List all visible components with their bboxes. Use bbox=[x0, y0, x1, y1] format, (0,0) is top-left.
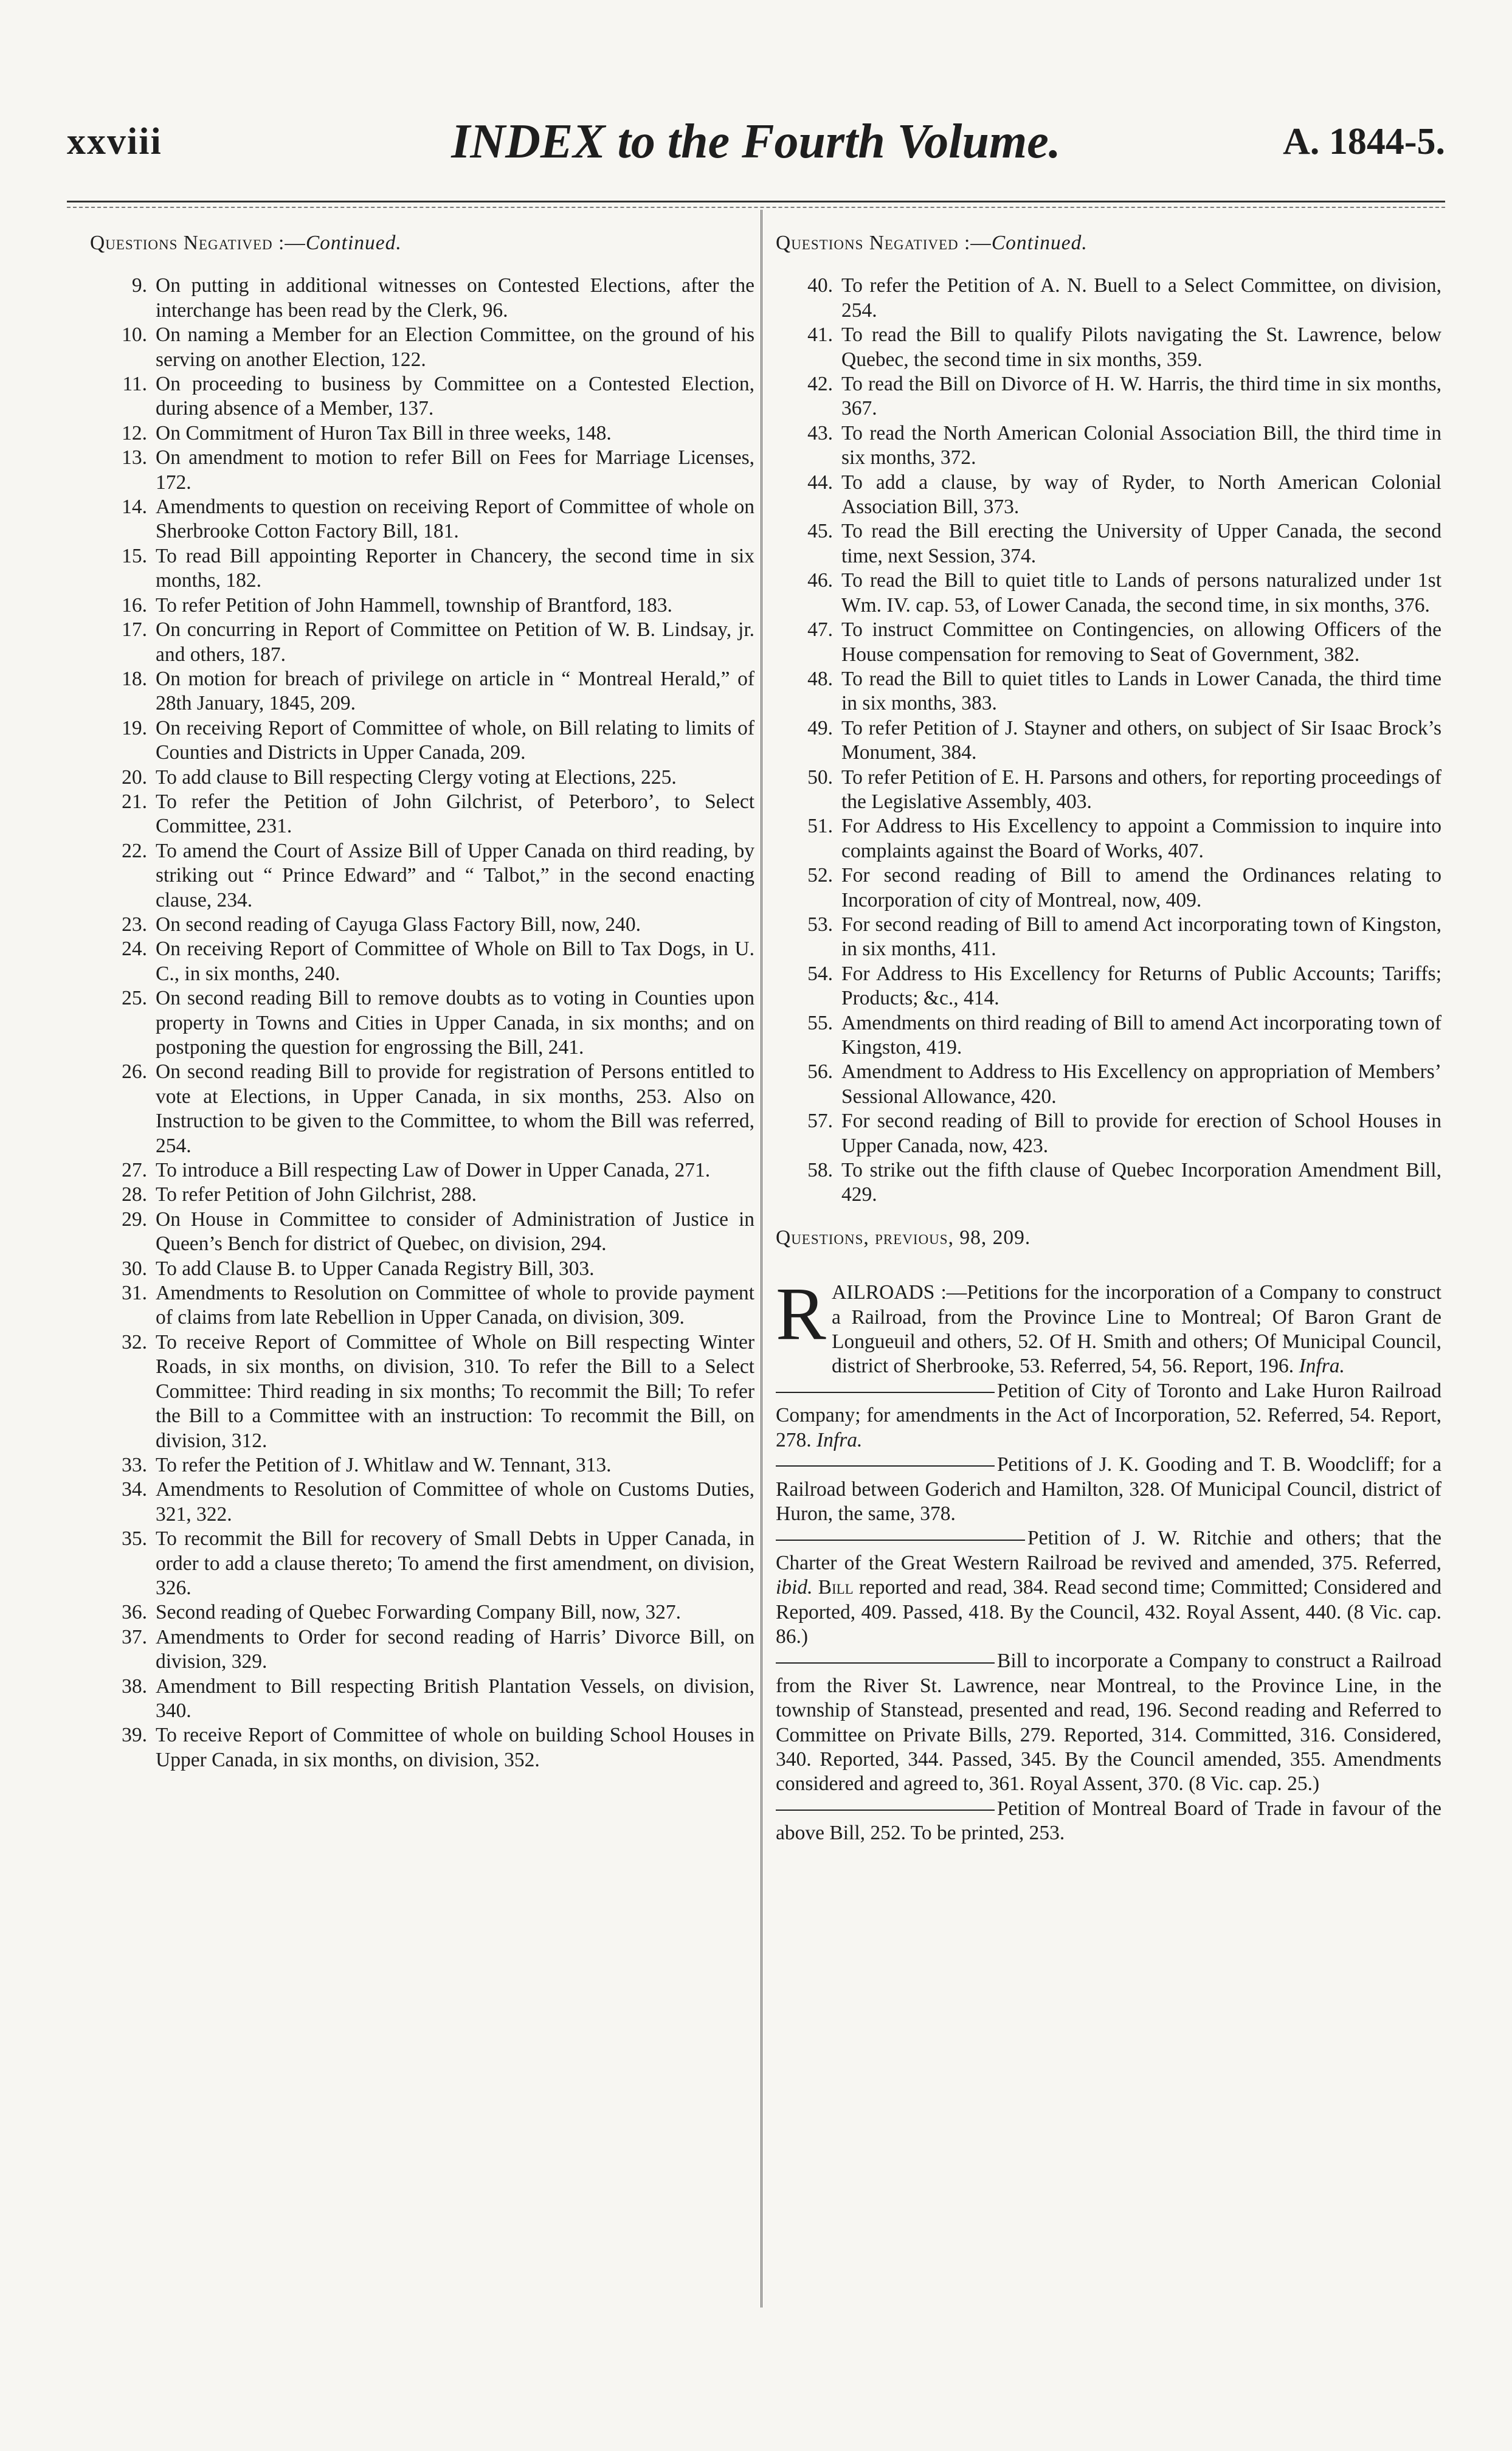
entry-number: 57. bbox=[807, 1110, 833, 1133]
entry-number: 29. bbox=[122, 1208, 147, 1231]
page-title: INDEX to the Fourth Volume. bbox=[451, 115, 1061, 168]
entry-number: 43. bbox=[807, 421, 833, 444]
entry-number: 47. bbox=[807, 618, 833, 641]
entry-text: For second reading of Bill to amend the Ordinances relating to Incorporation of city of Montreal, now, 409. bbox=[841, 864, 1441, 911]
entry-text: To amend the Court of Assize Bill of Upper Canada on third reading, by striking out “ Prince Edward” and “ Talbot,” in the second enacting clause, 234. bbox=[156, 839, 754, 911]
entry-text: To refer Petition of John Gilchrist, 288. bbox=[156, 1183, 477, 1206]
entry-number: 13. bbox=[122, 446, 147, 469]
index-entry bbox=[90, 1723, 754, 1772]
entry-number: 35. bbox=[122, 1527, 147, 1550]
railroads-entry-5 bbox=[776, 1649, 1441, 1796]
index-entry bbox=[90, 323, 754, 372]
index-entry bbox=[90, 495, 754, 544]
railroads-heading: AILROADS :— bbox=[832, 1281, 967, 1304]
index-entry bbox=[776, 1158, 1441, 1208]
entry-text: On second reading Bill to remove doubts as to voting in Counties upon property in Towns and Cities in Upper Canada, in six months; and on postponing the question for engrossing the Bill, 241. bbox=[156, 987, 754, 1059]
drop-cap: R bbox=[776, 1272, 826, 1356]
entry-number: 31. bbox=[122, 1282, 147, 1305]
entry-text: To instruct Committee on Contingencies, on allowing Officers of the House compensation for removing to Seat of Government, 382. bbox=[841, 618, 1441, 666]
entry-number: 32. bbox=[122, 1330, 147, 1353]
index-entry bbox=[90, 274, 754, 323]
entry-text: To add clause to Bill respecting Clergy voting at Elections, 225. bbox=[156, 766, 677, 789]
ditto-dash bbox=[776, 1392, 995, 1393]
entry-text: To recommit the Bill for recovery of Small Debts in Upper Canada, in order to add a clause thereto; To amend the first amendment, on division, 326. bbox=[156, 1527, 754, 1599]
railroads-text: Petition of Montreal Board of Trade in favour of the above Bill, 252. To be printed, 253. bbox=[776, 1797, 1441, 1845]
entry-number: 45. bbox=[807, 520, 833, 543]
cross-reference: Infra. bbox=[816, 1428, 863, 1451]
railroads-entry-2 bbox=[776, 1379, 1441, 1453]
index-entry bbox=[90, 913, 754, 937]
entry-text: To read Bill appointing Reporter in Chancery, the second time in six months, 182. bbox=[156, 544, 754, 592]
entry-text: To read the Bill to qualify Pilots navigating the St. Lawrence, below Quebec, the second time in six months, 359. bbox=[841, 323, 1441, 371]
section-heading-right bbox=[776, 231, 1441, 255]
section-heading-continued: Continued. bbox=[305, 232, 402, 254]
index-entry bbox=[90, 1675, 754, 1724]
entry-number: 56. bbox=[807, 1060, 833, 1084]
entry-text: To strike out the fifth clause of Quebec Incorporation Amendment Bill, 429. bbox=[841, 1159, 1441, 1206]
index-entry bbox=[90, 618, 754, 667]
index-entry bbox=[90, 839, 754, 913]
entry-number: 9. bbox=[131, 274, 147, 297]
entry-text: On receiving Report of Committee of Whole on Bill to Tax Dogs, in U. C., in six months, 240. bbox=[156, 938, 754, 985]
entry-text: Amendment to Bill respecting British Plantation Vessels, on division, 340. bbox=[156, 1675, 754, 1722]
index-entry bbox=[776, 1060, 1441, 1109]
header-rule-dotted bbox=[67, 207, 1445, 208]
railroads-text: Petition of J. W. Ritchie and others; that the Charter of the Great Western Railroad be revived and amended, 375. Referred, bbox=[776, 1527, 1441, 1574]
section-heading-left bbox=[90, 231, 754, 255]
index-entry bbox=[776, 471, 1441, 520]
index-entry bbox=[776, 766, 1441, 815]
railroads-entry-4 bbox=[776, 1526, 1441, 1649]
entry-number: 18. bbox=[122, 667, 147, 690]
ditto-dash bbox=[776, 1662, 995, 1664]
entry-number: 15. bbox=[122, 544, 147, 567]
index-entry bbox=[90, 421, 754, 446]
index-entry bbox=[90, 716, 754, 766]
entry-number: 20. bbox=[122, 766, 147, 789]
entry-text: To refer Petition of John Hammell, township of Brantford, 183. bbox=[156, 593, 672, 617]
index-entry bbox=[90, 1600, 754, 1625]
index-entry bbox=[90, 1060, 754, 1158]
index-entry bbox=[90, 1257, 754, 1281]
entry-text: For second reading of Bill to amend Act incorporating town of Kingston, in six months, 411. bbox=[841, 913, 1441, 961]
entry-text: Second reading of Quebec Forwarding Company Bill, now, 327. bbox=[156, 1601, 682, 1624]
right-entry-list bbox=[776, 274, 1441, 1207]
left-column bbox=[90, 231, 754, 1772]
index-entry bbox=[90, 593, 754, 618]
entry-text: On putting in additional witnesses on Contested Elections, after the interchange has been read by the Clerk, 96. bbox=[156, 274, 754, 322]
index-entry bbox=[776, 667, 1441, 716]
entry-number: 58. bbox=[807, 1159, 833, 1182]
left-entry-list bbox=[90, 274, 754, 1772]
entry-text: To read the Bill on Divorce of H. W. Harris, the third time in six months, 367. bbox=[841, 373, 1441, 420]
index-entry bbox=[90, 937, 754, 986]
entry-number: 12. bbox=[122, 421, 147, 444]
entry-text: For Address to His Excellency for Returns of Public Accounts; Tariffs; Products; &c., 414. bbox=[841, 962, 1441, 1010]
index-entry bbox=[776, 913, 1441, 962]
section-heading-continued: Continued. bbox=[991, 232, 1088, 254]
railroads-text: reported and read, 384. Read second time; Committed; Considered and Reported, 409. Passed, 418. By the Council, 432. Royal Assent, 440. (8 Vic. cap. 86.) bbox=[776, 1576, 1442, 1648]
railroads-text: Petition of City of Toronto and Lake Huron Railroad Company; for amendments in the Act of Incorporation, 52. Referred, 54. Report, 278. bbox=[776, 1379, 1441, 1451]
entry-number: 28. bbox=[122, 1183, 147, 1206]
index-entry bbox=[90, 766, 754, 790]
entry-number: 38. bbox=[122, 1675, 147, 1698]
index-entry bbox=[776, 814, 1441, 863]
index-entry bbox=[90, 1527, 754, 1600]
entry-text: On motion for breach of privilege on article in “ Montreal Herald,” of 28th January, 1845, 209. bbox=[156, 667, 754, 715]
entry-number: 42. bbox=[807, 373, 833, 396]
index-entry bbox=[90, 446, 754, 495]
section-heading-text: Questions Negatived :— bbox=[90, 232, 306, 254]
entry-number: 39. bbox=[122, 1724, 147, 1747]
entry-number: 23. bbox=[122, 913, 147, 936]
entry-text: For Address to His Excellency to appoint a Commission to inquire into complaints against the Board of Works, 407. bbox=[841, 815, 1441, 862]
entry-text: To read the North American Colonial Association Bill, the third time in six months, 372. bbox=[841, 421, 1441, 469]
entry-number: 22. bbox=[122, 839, 147, 862]
entry-number: 55. bbox=[807, 1011, 833, 1034]
index-entry bbox=[90, 1625, 754, 1675]
index-entry bbox=[90, 1453, 754, 1478]
entry-number: 14. bbox=[122, 496, 147, 519]
entry-text: To read the Bill to quiet titles to Lands in Lower Canada, the third time in six months, 383. bbox=[841, 667, 1441, 715]
entry-number: 37. bbox=[122, 1625, 147, 1648]
entry-text: Amendments to Resolution of Committee of whole on Customs Duties, 321, 322. bbox=[156, 1478, 754, 1526]
entry-text: To read the Bill to quiet title to Lands of persons naturalized under 1st Wm. IV. cap. 53, of Lower Canada, the second time, in six months, 376. bbox=[841, 569, 1441, 617]
ditto-dash bbox=[776, 1540, 1025, 1541]
bill-label: Bill bbox=[818, 1576, 854, 1599]
entry-text: To read the Bill erecting the University of Upper Canada, the second time, next Session, 374. bbox=[841, 520, 1441, 567]
index-entry bbox=[90, 372, 754, 421]
entry-text: To add a clause, by way of Ryder, to North American Colonial Association Bill, 373. bbox=[841, 471, 1441, 519]
entry-number: 36. bbox=[122, 1601, 147, 1624]
index-entry bbox=[90, 1183, 754, 1207]
ditto-dash bbox=[776, 1465, 995, 1467]
entry-text: To refer Petition of J. Stayner and others, on subject of Sir Isaac Brock’s Monument, 384. bbox=[841, 716, 1441, 764]
entry-number: 25. bbox=[122, 987, 147, 1010]
index-entry bbox=[90, 1478, 754, 1527]
page-header bbox=[67, 114, 1445, 187]
railroads-entry-1 bbox=[776, 1272, 1441, 1379]
entry-text: On proceeding to business by Committee on a Contested Election, during absence of a Member, 137. bbox=[156, 373, 754, 420]
entry-text: On House in Committee to consider of Administration of Justice in Queen’s Bench for district of Quebec, on division, 294. bbox=[156, 1208, 754, 1256]
index-entry bbox=[776, 569, 1441, 618]
index-entry bbox=[776, 716, 1441, 766]
entry-text: On Commitment of Huron Tax Bill in three weeks, 148. bbox=[156, 421, 612, 444]
index-entry bbox=[90, 986, 754, 1060]
index-entry bbox=[90, 1281, 754, 1330]
entry-number: 34. bbox=[122, 1478, 147, 1501]
right-column bbox=[776, 231, 1441, 1846]
entry-number: 26. bbox=[122, 1060, 147, 1084]
page-year: A. 1844-5. bbox=[1283, 121, 1445, 162]
entry-number: 21. bbox=[122, 790, 147, 813]
entry-number: 17. bbox=[122, 618, 147, 641]
ibid: ibid. bbox=[776, 1576, 813, 1599]
entry-text: To receive Report of Committee of Whole on Bill respecting Winter Roads, in six months, on division, 310. To refer the Bill to a Select Committee: Third reading in six months; To recommit the Bill; To refer the Bill to a Committee with an instruction: To recommit the Bill, on division, 312. bbox=[156, 1330, 754, 1452]
entry-number: 41. bbox=[807, 323, 833, 347]
index-entry bbox=[90, 1208, 754, 1257]
entry-number: 48. bbox=[807, 667, 833, 690]
entry-text: On second reading of Cayuga Glass Factory Bill, now, 240. bbox=[156, 913, 641, 936]
index-entry bbox=[90, 667, 754, 716]
entry-text: Amendments to Resolution on Committee of whole to provide payment of claims from late Rebellion in Upper Canada, on division, 309. bbox=[156, 1282, 754, 1329]
column-divider bbox=[761, 210, 765, 2308]
entry-text: Amendments to question on receiving Report of Committee of whole on Sherbrooke Cotton Factory Bill, 181. bbox=[156, 496, 754, 543]
index-entry bbox=[776, 618, 1441, 667]
entry-text: For second reading of Bill to provide for erection of School Houses in Upper Canada, now, 423. bbox=[841, 1110, 1441, 1157]
entry-number: 27. bbox=[122, 1159, 147, 1182]
entry-text: On receiving Report of Committee of whole, on Bill relating to limits of Counties and Districts in Upper Canada, 209. bbox=[156, 716, 754, 764]
entry-number: 19. bbox=[122, 716, 147, 739]
index-entry bbox=[90, 544, 754, 593]
entry-text: On concurring in Report of Committee on Petition of W. B. Lindsay, jr. and others, 187. bbox=[156, 618, 754, 666]
cross-reference: Infra. bbox=[1299, 1355, 1345, 1378]
entry-text: To refer the Petition of A. N. Buell to a Select Committee, on division, 254. bbox=[841, 274, 1441, 322]
railroads-text: Bill to incorporate a Company to construct a Railroad from the River St. Lawrence, near Montreal, to the Province Line, in the township of Stanstead, presented and read, 196. Second reading and Referred to Committee on Private Bills, 279. Reported, 314. Committed, 316. Considered, 340. Reported, 344. Passed, 345. By the Council amended, 355. Amendments considered and agreed to, 361. Royal Assent, 370. (8 Vic. cap. 25.) bbox=[776, 1650, 1441, 1796]
section-heading-text: Questions Negatived :— bbox=[776, 232, 992, 254]
index-entry bbox=[776, 863, 1441, 913]
index-entry bbox=[776, 274, 1441, 323]
questions-previous: Questions, previous, 98, 209. bbox=[776, 1226, 1031, 1249]
header-rule bbox=[67, 201, 1445, 202]
entry-number: 10. bbox=[122, 323, 147, 347]
entry-text: Amendment to Address to His Excellency on appropriation of Members’ Sessional Allowance, 420. bbox=[841, 1060, 1441, 1108]
entry-text: On amendment to motion to refer Bill on Fees for Marriage Licenses, 172. bbox=[156, 446, 754, 494]
index-entry bbox=[776, 1011, 1441, 1060]
index-entry bbox=[90, 1158, 754, 1183]
entry-number: 16. bbox=[122, 593, 147, 617]
entry-number: 24. bbox=[122, 938, 147, 961]
railroads-text: Petitions for the incorporation of a Company to construct a Railroad, from the Province Line to Montreal; Of Baron Grant de Longueuil and others, 52. Of H. Smith and others; Of Municipal Council, district of Sherbrooke, 53. Referred, 54, 56. Report, 196. bbox=[832, 1281, 1441, 1378]
entry-text: To refer the Petition of John Gilchrist, of Peterboro’, to Select Committee, 231. bbox=[156, 790, 754, 838]
entry-number: 49. bbox=[807, 716, 833, 739]
entry-text: To refer Petition of E. H. Parsons and others, for reporting proceedings of the Legislative Assembly, 403. bbox=[841, 766, 1441, 813]
entry-text: Amendments on third reading of Bill to amend Act incorporating town of Kingston, 419. bbox=[841, 1011, 1441, 1059]
railroads-section bbox=[776, 1272, 1442, 1845]
index-entry bbox=[776, 323, 1441, 372]
entry-text: To introduce a Bill respecting Law of Dower in Upper Canada, 271. bbox=[156, 1159, 711, 1182]
index-entry bbox=[776, 519, 1441, 569]
entry-number: 54. bbox=[807, 962, 833, 985]
entry-number: 52. bbox=[807, 864, 833, 887]
entry-text: To refer the Petition of J. Whitlaw and W. Tennant, 313. bbox=[156, 1453, 612, 1476]
entry-number: 30. bbox=[122, 1257, 147, 1280]
ditto-dash bbox=[776, 1810, 995, 1811]
index-entry bbox=[90, 1330, 754, 1453]
entry-text: To receive Report of Committee of whole on building School Houses in Upper Canada, in six months, on division, 352. bbox=[156, 1724, 754, 1771]
index-entry bbox=[776, 962, 1441, 1011]
entry-text: On naming a Member for an Election Committee, on the ground of his serving on another Election, 122. bbox=[156, 323, 754, 371]
entry-number: 11. bbox=[122, 373, 147, 396]
entry-text: On second reading Bill to provide for registration of Persons entitled to vote at Elections, in Upper Canada, in six months, 253. Also on Instruction to be given to the Committee, to whom the Bill was referred, 254. bbox=[156, 1060, 754, 1157]
railroads-entry-3 bbox=[776, 1453, 1441, 1526]
page-number: xxviii bbox=[67, 121, 162, 162]
index-entry bbox=[90, 790, 754, 839]
entry-number: 51. bbox=[807, 815, 833, 838]
railroads-text: Petitions of J. K. Gooding and T. B. Woodcliff; for a Railroad between Goderich and Hamilton, 328. Of Municipal Council, district of Huron, the same, 378. bbox=[776, 1453, 1441, 1525]
entry-number: 40. bbox=[807, 274, 833, 297]
entry-number: 46. bbox=[807, 569, 833, 592]
index-entry bbox=[776, 421, 1441, 471]
index-entry bbox=[776, 1109, 1441, 1158]
entry-number: 33. bbox=[122, 1453, 147, 1476]
index-entry bbox=[776, 372, 1441, 421]
entry-number: 53. bbox=[807, 913, 833, 936]
railroads-entry-6 bbox=[776, 1797, 1441, 1846]
entry-text: Amendments to Order for second reading of Harris’ Divorce Bill, on division, 329. bbox=[156, 1625, 754, 1673]
entry-number: 44. bbox=[807, 471, 833, 494]
entry-number: 50. bbox=[807, 766, 833, 789]
entry-text: To add Clause B. to Upper Canada Registry Bill, 303. bbox=[156, 1257, 595, 1280]
